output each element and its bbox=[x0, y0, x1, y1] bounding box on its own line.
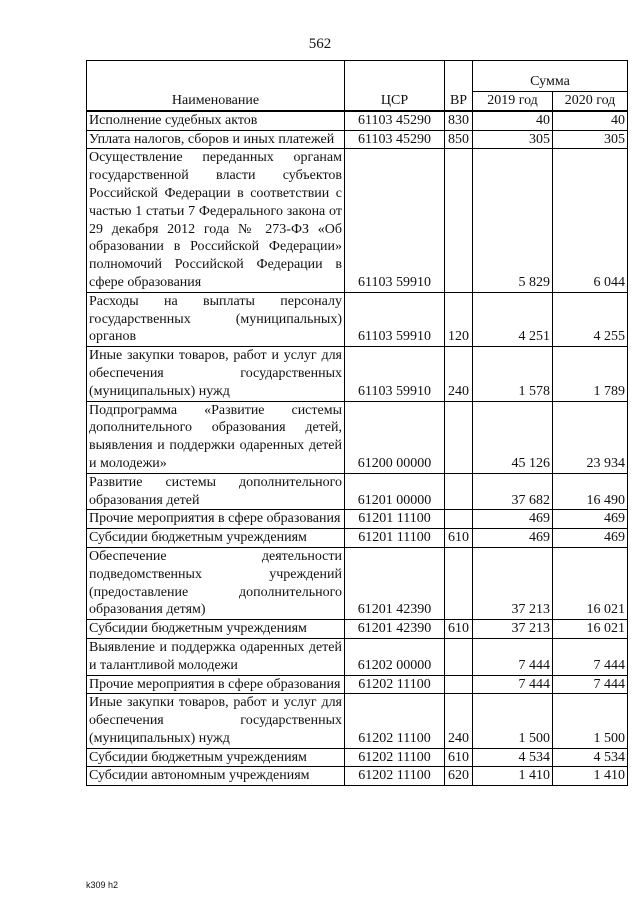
row-sum-2020-cell: 1 500 bbox=[553, 694, 628, 748]
row-sum-2019-cell: 469 bbox=[473, 529, 553, 548]
row-name-cell: Субсидии бюджетным учреждениям bbox=[87, 748, 345, 767]
row-name-cell: Уплата налогов, сборов и иных платежей bbox=[87, 130, 345, 149]
column-header-year-2020: 2020 год bbox=[553, 92, 628, 111]
table-row bbox=[87, 510, 628, 529]
row-vr-cell bbox=[445, 675, 473, 694]
row-csr-cell: 61103 59910 bbox=[345, 347, 445, 401]
row-sum-2020-cell: 16 021 bbox=[553, 547, 628, 619]
row-csr-cell: 61202 00000 bbox=[345, 638, 445, 675]
row-vr-cell: 610 bbox=[445, 620, 473, 639]
page-number: 562 bbox=[308, 36, 332, 52]
table-row bbox=[87, 111, 628, 130]
row-sum-2019-cell: 1 500 bbox=[473, 694, 553, 748]
row-csr-cell: 61201 11100 bbox=[345, 529, 445, 548]
row-name-cell: Субсидии бюджетным учреждениям bbox=[87, 620, 345, 639]
table-row bbox=[87, 130, 628, 149]
row-name-cell: Прочие мероприятия в сфере образования bbox=[87, 510, 345, 529]
row-sum-2020-cell: 7 444 bbox=[553, 638, 628, 675]
row-sum-2020-cell: 469 bbox=[553, 529, 628, 548]
column-header-vr: ВР bbox=[445, 61, 473, 111]
row-sum-2019-cell: 37 682 bbox=[473, 473, 553, 510]
table-row bbox=[87, 694, 628, 748]
row-vr-cell: 830 bbox=[445, 111, 473, 130]
row-vr-cell: 620 bbox=[445, 767, 473, 786]
column-header-year-2019: 2019 год bbox=[473, 92, 553, 111]
row-sum-2020-cell: 4 534 bbox=[553, 748, 628, 767]
row-sum-2019-cell: 5 829 bbox=[473, 149, 553, 292]
table-row bbox=[87, 638, 628, 675]
row-sum-2019-cell: 305 bbox=[473, 130, 553, 149]
row-csr-cell: 61201 42390 bbox=[345, 547, 445, 619]
row-vr-cell bbox=[445, 473, 473, 510]
row-vr-cell bbox=[445, 401, 473, 473]
table-row bbox=[87, 347, 628, 401]
row-name-cell: Выявление и поддержка одаренных детей и талантливой молодежи bbox=[87, 638, 345, 675]
row-sum-2019-cell: 1 410 bbox=[473, 767, 553, 786]
row-sum-2019-cell: 4 534 bbox=[473, 748, 553, 767]
table-row bbox=[87, 529, 628, 548]
row-csr-cell: 61103 45290 bbox=[345, 130, 445, 149]
row-vr-cell: 240 bbox=[445, 347, 473, 401]
row-sum-2019-cell: 1 578 bbox=[473, 347, 553, 401]
row-csr-cell: 61202 11100 bbox=[345, 694, 445, 748]
table-row bbox=[87, 149, 628, 292]
row-sum-2020-cell: 1 410 bbox=[553, 767, 628, 786]
row-vr-cell bbox=[445, 149, 473, 292]
row-csr-cell: 61202 11100 bbox=[345, 748, 445, 767]
row-vr-cell: 850 bbox=[445, 130, 473, 149]
row-sum-2020-cell: 469 bbox=[553, 510, 628, 529]
row-name-cell: Иные закупки товаров, работ и услуг для обеспечения государственных (муниципальных) нужд bbox=[87, 347, 345, 401]
row-vr-cell bbox=[445, 547, 473, 619]
table-header bbox=[87, 61, 628, 111]
row-name-cell: Обеспечение деятельности подведомственных учреждений (предоставление дополнительного образования детям) bbox=[87, 547, 345, 619]
row-vr-cell: 120 bbox=[445, 292, 473, 346]
row-csr-cell: 61103 59910 bbox=[345, 149, 445, 292]
row-sum-2019-cell: 40 bbox=[473, 111, 553, 130]
row-csr-cell: 61200 00000 bbox=[345, 401, 445, 473]
row-csr-cell: 61202 11100 bbox=[345, 767, 445, 786]
row-csr-cell: 61103 45290 bbox=[345, 111, 445, 130]
footer-document-code: k309 h2 bbox=[86, 880, 119, 890]
row-name-cell: Субсидии автономным учреждениям bbox=[87, 767, 345, 786]
table-row bbox=[87, 401, 628, 473]
row-sum-2020-cell: 1 789 bbox=[553, 347, 628, 401]
row-sum-2019-cell: 7 444 bbox=[473, 638, 553, 675]
row-name-cell: Исполнение судебных актов bbox=[87, 111, 345, 130]
column-header-sum: Сумма bbox=[473, 61, 628, 92]
row-csr-cell: 61201 42390 bbox=[345, 620, 445, 639]
row-sum-2020-cell: 16 490 bbox=[553, 473, 628, 510]
row-sum-2020-cell: 40 bbox=[553, 111, 628, 130]
table-row bbox=[87, 675, 628, 694]
row-csr-cell: 61202 11100 bbox=[345, 675, 445, 694]
table-row bbox=[87, 620, 628, 639]
table-body bbox=[87, 111, 628, 786]
row-sum-2019-cell: 45 126 bbox=[473, 401, 553, 473]
row-sum-2019-cell: 37 213 bbox=[473, 547, 553, 619]
row-csr-cell: 61201 11100 bbox=[345, 510, 445, 529]
row-vr-cell: 610 bbox=[445, 748, 473, 767]
column-header-csr: ЦСР bbox=[345, 61, 445, 111]
row-name-cell: Субсидии бюджетным учреждениям bbox=[87, 529, 345, 548]
row-csr-cell: 61201 00000 bbox=[345, 473, 445, 510]
row-vr-cell bbox=[445, 638, 473, 675]
row-csr-cell: 61103 59910 bbox=[345, 292, 445, 346]
row-sum-2019-cell: 7 444 bbox=[473, 675, 553, 694]
table-row bbox=[87, 547, 628, 619]
row-sum-2019-cell: 4 251 bbox=[473, 292, 553, 346]
table-row bbox=[87, 748, 628, 767]
row-name-cell: Прочие мероприятия в сфере образования bbox=[87, 675, 345, 694]
row-vr-cell: 240 bbox=[445, 694, 473, 748]
row-name-cell: Иные закупки товаров, работ и услуг для обеспечения государственных (муниципальных) нужд bbox=[87, 694, 345, 748]
row-name-cell: Подпрограмма «Развитие системы дополнительного образования детей, выявления и поддержки одаренных детей и молодежи» bbox=[87, 401, 345, 473]
row-sum-2020-cell: 305 bbox=[553, 130, 628, 149]
row-sum-2020-cell: 23 934 bbox=[553, 401, 628, 473]
row-name-cell: Осуществление переданных органам государственной власти субъектов Российской Федерации в соответствии с частью 1 статьи 7 Федерального закона от 29 декабря 2012 года № 273-ФЗ «Об образовании в Российской Федерации» полномочий Российской Федерации в сфере образования bbox=[87, 149, 345, 292]
table-row bbox=[87, 473, 628, 510]
row-sum-2019-cell: 37 213 bbox=[473, 620, 553, 639]
column-header-name: Наименование bbox=[87, 61, 345, 111]
row-vr-cell: 610 bbox=[445, 529, 473, 548]
row-name-cell: Расходы на выплаты персоналу государственных (муниципальных) органов bbox=[87, 292, 345, 346]
budget-table bbox=[86, 60, 628, 786]
row-sum-2020-cell: 4 255 bbox=[553, 292, 628, 346]
row-sum-2020-cell: 6 044 bbox=[553, 149, 628, 292]
row-sum-2020-cell: 7 444 bbox=[553, 675, 628, 694]
table-row bbox=[87, 767, 628, 786]
row-name-cell: Развитие системы дополнительного образования детей bbox=[87, 473, 345, 510]
table-row bbox=[87, 292, 628, 346]
row-vr-cell bbox=[445, 510, 473, 529]
row-sum-2020-cell: 16 021 bbox=[553, 620, 628, 639]
row-sum-2019-cell: 469 bbox=[473, 510, 553, 529]
